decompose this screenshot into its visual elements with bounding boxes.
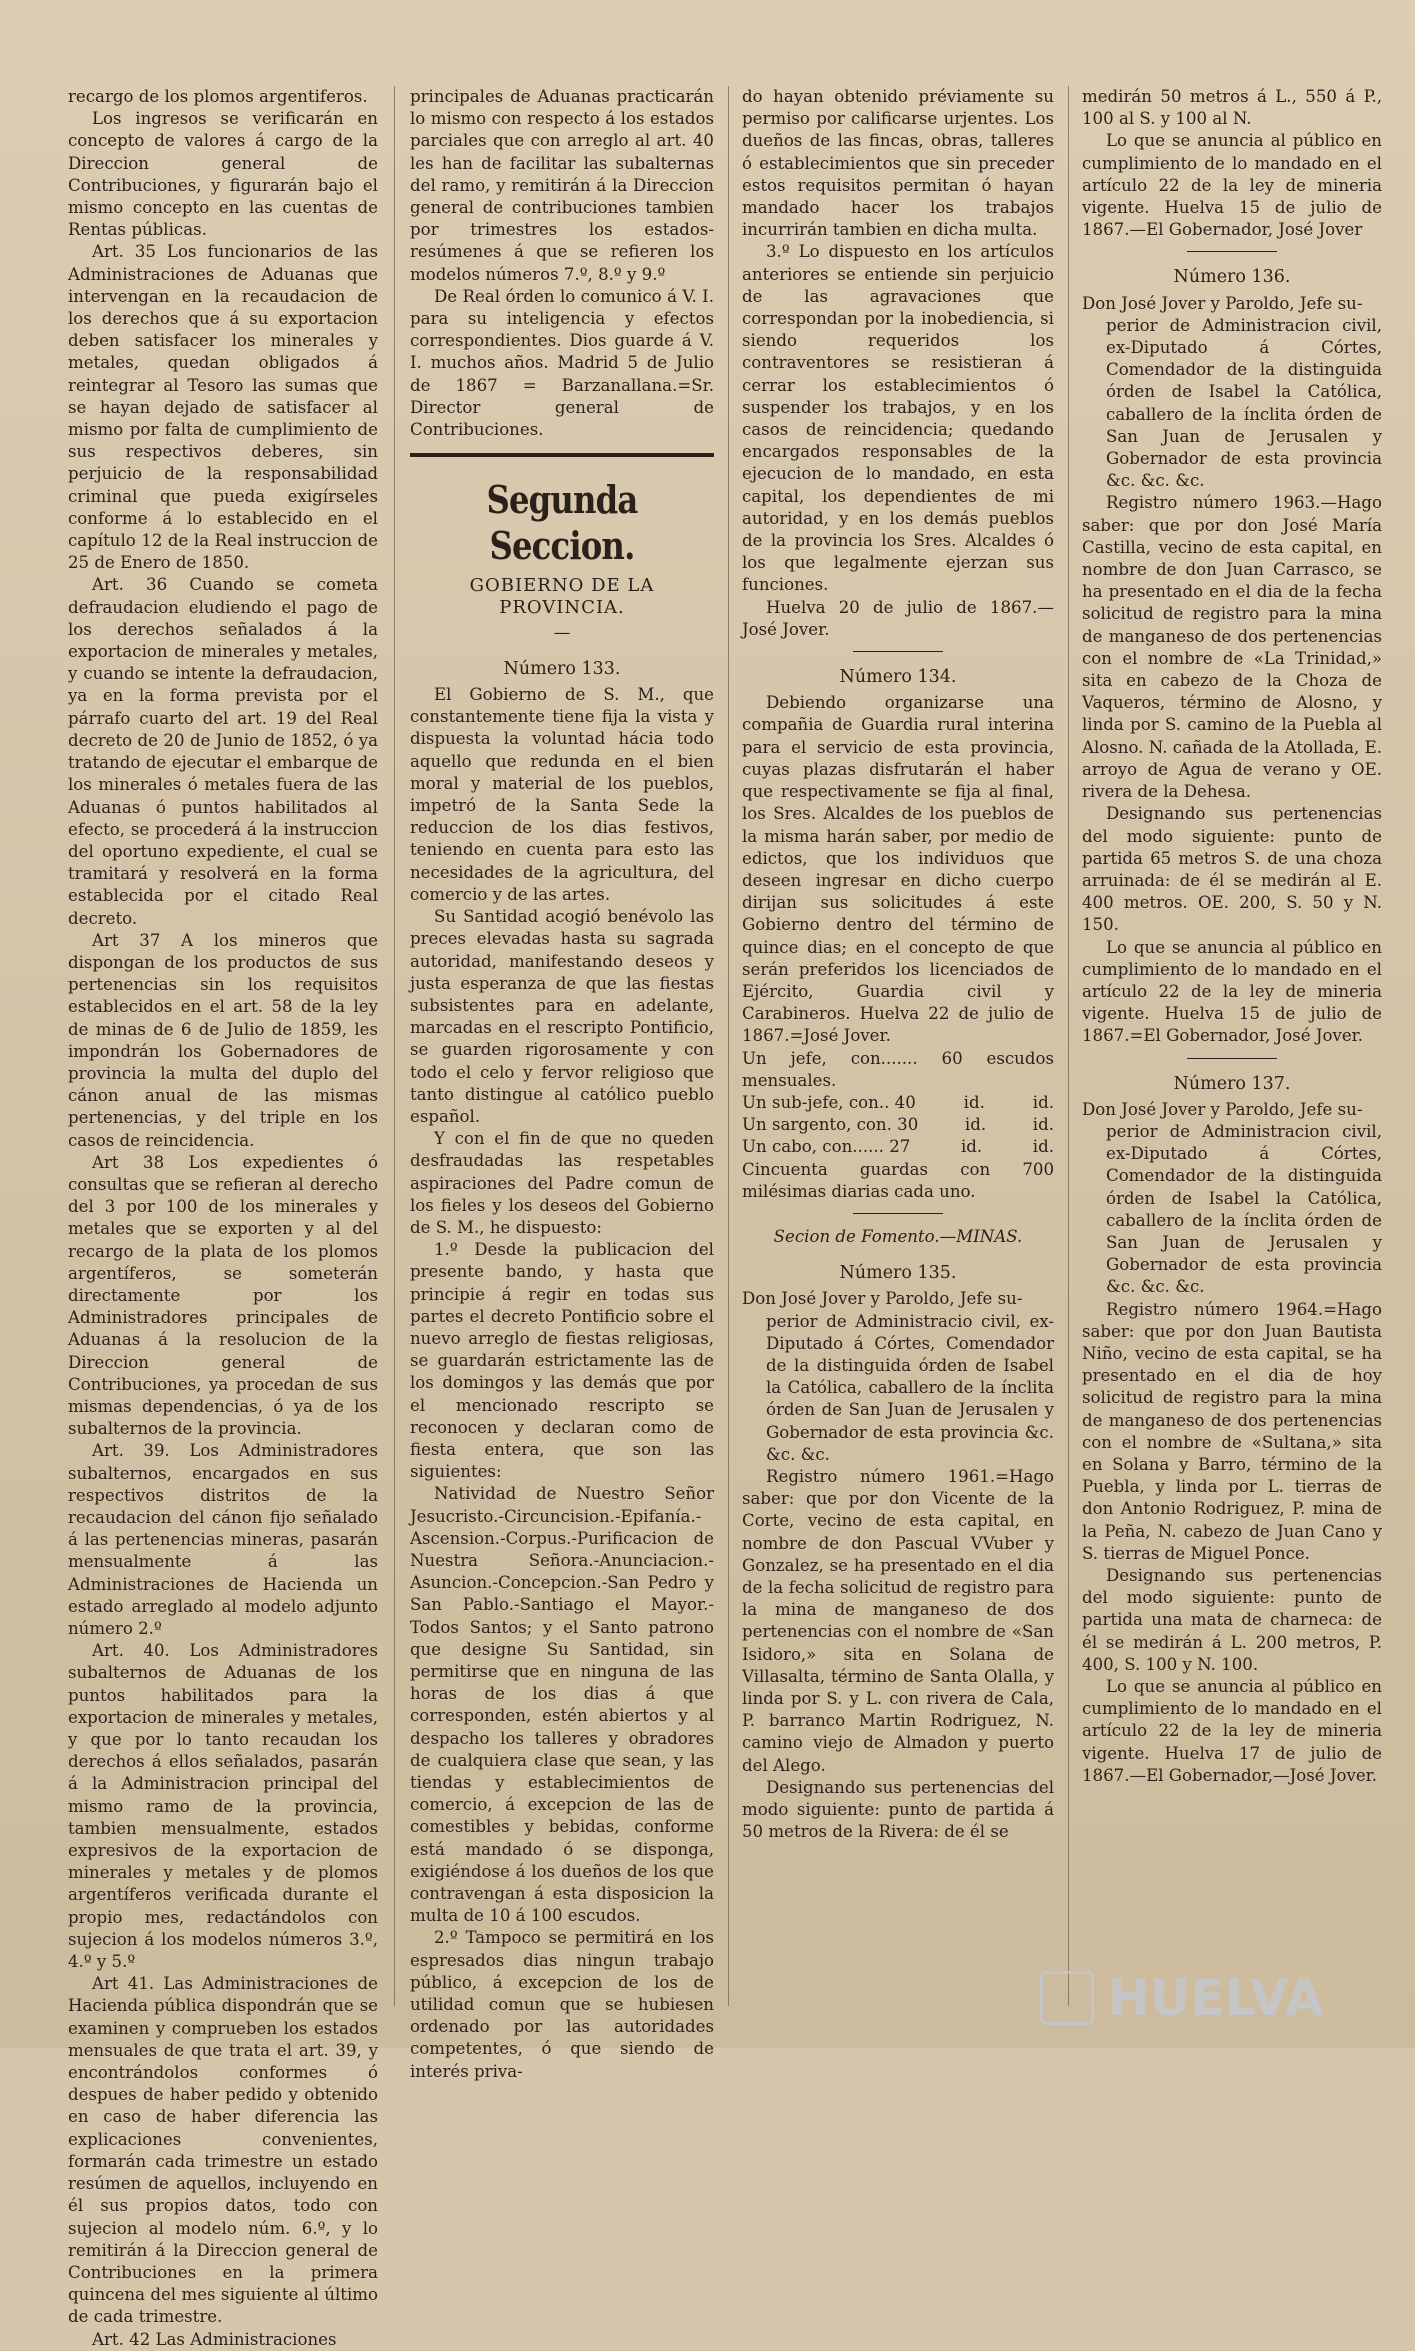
paragraph: Los ingresos se verificarán en concepto de valores á cargo de la Direccion general de Contribuciones, y figurarán bajo el mismo concepto en las cuentas de Rentas públicas. — [68, 109, 378, 240]
salary-cell: Un cabo, con...... 27 — [742, 1137, 911, 1157]
watermark-text: HUELVA — [1108, 1969, 1324, 2027]
huelva-watermark — [1040, 1965, 1400, 2031]
paragraph: Designando sus pertenencias del modo siguiente: punto de partida á 50 metros de la Rivera: de él se — [742, 1777, 1054, 1842]
notice-number: Número 136. — [1173, 267, 1291, 288]
paragraph: Su Santidad acogió benévolo las preces elevadas hasta su sagrada autoridad, manifestando deseos y justa esperanza de que las fiestas subsistentes para en adelante, marcadas en el rescripto Pontificio, se guarden rigorosamente y con todo el celo y fervor religioso que tanto distingue al católico pueblo español. — [410, 907, 714, 1126]
notice-number: Número 137. — [1173, 1073, 1291, 1094]
paragraph: Lo que se anuncia al público en cumplimiento de lo mandado en el artículo 22 de la ley de mineria vigente. Huelva 15 de julio de 1867.—El Gobernador, José Jover — [1082, 131, 1382, 240]
paragraph: Debiendo organizarse una compañia de Guardia rural interina para el servicio de esta provincia, cuyas plazas disfrutarán el haber que respectivamente se fija al final, los Sres. Alcaldes de los pueblos de la misma harán saber, por medio de edictos, que los individuos que deseen ingresar en dicho cuerpo dirijan sus solicitudes á este Gobierno dentro del término de quince dias; en el concepto de que serán preferidos los licenciados de Ejército, Guardia civil y Carabineros. Huelva 22 de julio de 1867.=José Jover. — [742, 693, 1054, 1046]
paragraph: Lo que se anuncia al público en cumplimiento de lo mandado en el artículo 22 de la ley de mineria vigente. Huelva 15 de julio de 1867.=El Gobernador, José Jover. — [1082, 937, 1382, 1046]
paragraph: Un jefe, con....... 60 escudos mensuales. — [742, 1048, 1054, 1090]
separator-rule — [853, 651, 943, 652]
paragraph: 1.º Desde la publicacion del presente bando, y hasta que principie á regir en todas sus partes el decreto Pontificio sobre el nuevo arreglo de fiestas religiosas, se guardarán estrictamente las de los domingos y las demás que por el mencionado rescripto se reconocen y declaran como de fiesta entera, que son las siguientes: — [410, 1240, 714, 1482]
official-title-lead: Don José Jover y Paroldo, Jefe su- — [1082, 293, 1363, 313]
column-2 — [410, 86, 714, 2081]
paragraph: Designando sus pertenencias del modo siguiente: punto de partida 65 metros S. de una choza arruinada: de él se medirán al E. 400 metros. OE. 200, S. 50 y N. 150. — [1082, 804, 1382, 935]
paragraph: Art. 36 Cuando se cometa defraudacion eludiendo el pago de los derechos señalados á la exportacion de minerales y metales, y cuando se intente la defraudacion, ya en la forma prevista por el párrafo cuarto del art. 19 del Real decreto de 20 de Junio de 1852, ó ya tratando de ejecutar el embarque de los minerales ó metales fuera de las Aduanas ó puntos habilitados al efecto, se procederá á la instruccion del oportuno expediente, el cual se tramitará y resolverá en la forma establecida por el citado Real decreto. — [68, 575, 378, 928]
official-title-rest: perior de Administracion civil, ex-Diputado á Córtes, Comendador de la distinguida órden de Isabel la Católica, caballero de la ínclita órden de San Juan de Jerusalen y Gobernador de esta provincia &c. &c. &c. — [1106, 315, 1382, 491]
paragraph: Y con el fin de que no queden desfraudadas las respetables aspiraciones del Padre comun de los fieles y los deseos del Gobierno de S. M., he dispuesto: — [410, 1129, 714, 1237]
section-subtitle: GOBIERNO DE LA PROVINCIA. — [469, 575, 655, 619]
paragraph: do hayan obtenido préviamente su permiso por calificarse urjentes. Los dueños de las fincas, obras, talleres ó establecimientos que sin preceder estos requisitos permitan ó hayan mandado hacer los trabajos incurrirán tambien en dicha multa. — [742, 87, 1054, 240]
paragraph: Art. 40. Los Administradores subalternos de Aduanas de los puntos habilitados para la exportacion de minerales y metales, y que por lo tanto recaudan los derechos á ellos señalados, pasarán á la Administracion principal del mismo ramo de la provincia, tambien mensualmente, estados expresivos de la exportacion de minerales y metales y de plomos argentíferos verificada durante el propio mes, redactándolos con sujecion á los modelos números 3.º, 4.º y 5.º — [68, 1641, 378, 1972]
salary-cell: Un sargento, con. 30 — [742, 1115, 919, 1135]
salary-cell: id. — [960, 1137, 983, 1157]
paragraph: principales de Aduanas practicarán lo mismo con respecto á los estados parciales que con arreglo al art. 40 les han de facilitar las subalternas del ramo, y remitirán á la Direccion general de contribuciones tambien por trimestres los estados-resúmenes á que se refieren los modelos números 7.º, 8.º y 9.º — [410, 87, 714, 284]
official-title — [1082, 293, 1382, 493]
separator-rule — [1187, 1058, 1277, 1059]
paragraph: El Gobierno de S. M., que constantemente tiene fija la vista y dispuesta la voluntad hácia todo aquello que redunda en el bien moral y material de los pueblos, impetró de la Santa Sede la reduccion de los dias festivos, teniendo en cuenta para esto las necesidades de la agricultura, del comercio y de las artes. — [410, 685, 714, 904]
paragraph: Art. 35 Los funcionarios de las Administraciones de Aduanas que intervengan en la recaudacion de los derechos que á su exportacion deben satisfacer los minerales y metales, quedan obligados á reintegrar al Tesoro las sumas que se hayan dejado de satisfacer al mismo por falta de cumplimiento de sus respectivos deberes, sin perjuicio de la responsabilidad criminal que pueda exigírseles conforme á lo establecido en el capítulo 12 de la Real instruccion de 25 de Enero de 1850. — [68, 242, 378, 573]
column-rule — [394, 86, 395, 2006]
paragraph: Art 37 A los mineros que dispongan de los productos de sus pertenencias sin los requisitos establecidos en el art. 58 de la ley de minas de 6 de Julio de 1859, les impondrán los Gobernadores de provincia la multa del duplo del cánon anual de las mismas pertenencias, y del triple en los casos de reincidencia. — [68, 930, 378, 1150]
notice-number: Número 133. — [503, 658, 621, 679]
official-title-rest: perior de Administracion civil, ex-Diputado á Córtes, Comendador de la distinguida órden de Isabel la Católica, caballero de la ínclita órden de San Juan de Jerusalen y Gobernador de esta provincia &c. &c. &c. — [1106, 1121, 1382, 1297]
paragraph: Registro número 1961.=Hago saber: que por don Vicente de la Corte, vecino de esta capital, en nombre de don Pascual VVuber y Gonzalez, se ha presentado en el dia de la fecha solicitud de registro para la mina de manganeso de dos pertenencias con el nombre de «San Isidoro,» sita en Solana de Villasalta, término de Santa Olalla, y linda por S. y L. con rivera de Cala, P. barranco Martin Rodriguez, N. camino viejo de Almadon y puerto del Alego. — [742, 1466, 1054, 1775]
paragraph: Art 38 Los expedientes ó consultas que se refieran al derecho del 3 por 100 de los minerales y metales que se exporten y al del recargo de la plata de los plomos argentíferos, se someterán directamente por los Administradores principales de Aduanas á la resolucion de la Direccion general de Contribuciones, ya procedan de sus mismas dependencias, ó ya de los subalternos de la provincia. — [68, 1152, 378, 1439]
salary-row — [742, 1136, 1054, 1158]
section-rule — [410, 453, 714, 457]
separator-rule — [1187, 251, 1277, 252]
salary-cell: id. — [1032, 1092, 1054, 1112]
official-title-lead: Don José Jover y Paroldo, Jefe su- — [742, 1289, 1023, 1309]
official-title — [1082, 1099, 1382, 1299]
paragraph: Art. 42 Las Administraciones — [92, 2329, 337, 2349]
salary-cell: id. — [1032, 1137, 1054, 1157]
paragraph: 2.º Tampoco se permitirá en los espresados dias ningun trabajo público, á excepcion de los de utilidad comun que se hubiesen ordenado por las autoridades competentes, ó que siendo de interés priva- — [410, 1928, 714, 2081]
salary-cell: id. — [1032, 1115, 1054, 1135]
section-title: Segunda Seccion. — [486, 477, 638, 569]
paragraph: medirán 50 metros á L., 550 á P., 100 al S. y 100 al N. — [1082, 87, 1382, 129]
notice-number: Número 134. — [839, 667, 957, 688]
paragraph: Registro número 1964.=Hago saber: que por don Juan Bautista Niño, vecino de esta capital, se ha presentado en el dia de hoy solicitud de registro para la mina de manganeso de dos pertenencias con el nombre de «Sultana,» sita en Solana y Barro, término de la Puebla, y linda por L. tierras de don Antonio Rodriguez, P. mina de la Peña, N. cabezo de Juan Cano y S. tierras de Miguel Ponce. — [1082, 1299, 1382, 1563]
paragraph: Natividad de Nuestro Señor Jesucristo.-Circuncision.-Epifanía.-Ascension.-Corpus.-Purificacion de Nuestra Señora.-Anunciacion.-Asuncion.-Concepcion.-San Pedro y San Pablo.-Santiago el Mayor.-Todos Santos; y el Santo patrono que designe Su Santidad, sin permitirse que en ninguna de las horas de los dias á que corresponden, estén abiertos y al despacho los talleres y obradores de cualquiera clase que sean, y las tiendas y establecimientos de comercio, á excepcion de las de comestibles y bebidas, conforme está mandado ó se disponga, exigiéndose á los dueños de los que contravengan á esta disposicion la multa de 10 á 100 escudos. — [410, 1484, 714, 1926]
column-rule — [1068, 86, 1069, 2006]
subtitle-dash: — — [553, 622, 571, 642]
salary-cell: id. — [964, 1115, 987, 1135]
salary-row — [742, 1114, 1054, 1136]
official-title — [742, 1288, 1054, 1466]
salary-cell: Un sub-jefe, con.. 40 — [742, 1092, 916, 1112]
separator-rule — [853, 1213, 943, 1214]
column-4 — [1082, 86, 1382, 2036]
column-rule — [728, 86, 729, 2006]
paragraph: Cincuenta guardas con 700 milésimas diarias cada uno. — [742, 1159, 1054, 1201]
paragraph: recargo de los plomos argentiferos. — [68, 87, 368, 106]
notice-number: Número 135. — [839, 1263, 957, 1284]
paragraph: Lo que se anuncia al público en cumplimiento de lo mandado en el artículo 22 de la ley de mineria vigente. Huelva 17 de julio de 1867.—El Gobernador,—José Jover. — [1082, 1677, 1382, 1785]
paragraph: 3.º Lo dispuesto en los artículos anteriores se entiende sin perjuicio de las agravaciones que correspondan por la inobediencia, si siendo requeridos los contraventores se resistieran á cerrar los establecimientos ó suspender los trabajos, y en los casos de reincidencia; quedando encargados responsables de la ejecucion de lo mandado, en esta capital, los dependientes de mi autoridad, y en los demás pueblos de la provincia los Sres. Alcaldes ó los que legalmente ejerzan sus funciones. — [742, 242, 1054, 595]
salary-row — [742, 1092, 1054, 1114]
paragraph: Art 41. Las Administraciones de Hacienda pública dispondrán que se examinen y comprueben los estados mensuales de que trata el art. 39, y encontrándolos conformes ó despues de haber pedido y obtenido en caso de haber diferencia las explicaciones convenientes, formarán cada trimestre un estado resúmen de aquellos, incluyendo en él sus propios datos, todo con sujecion al modelo núm. 6.º, y lo remitirán á la Direccion general de Contribuciones en la primera quincena del mes siguiente al último de cada trimestre. — [68, 1974, 378, 2327]
paragraph: Designando sus pertenencias del modo siguiente: punto de partida una mata de charneca: de él se medirán á L. 200 metros, P. 400, S. 100 y N. 100. — [1082, 1566, 1382, 1674]
column-1 — [68, 86, 378, 2349]
subsection-heading: Secion de Fomento.—MINAS. — [773, 1226, 1023, 1246]
paragraph: Huelva 20 de julio de 1867.— José Jover. — [742, 597, 1054, 639]
column-3 — [742, 86, 1054, 2036]
official-title-rest: perior de Administracio civil, ex-Diputado á Córtes, Comendador de la distinguida órden de Isabel la Católica, caballero de la ínclita órden de San Juan de Jerusalen y Gobernador de esta provincia &c. &c. &c. — [766, 1311, 1054, 1464]
paragraph: Registro número 1963.—Hago saber: que por don José María Castilla, vecino de esta capital, en nombre de don Juan Carrasco, se ha presentado en el dia de la fecha solicitud de registro para la mina de manganeso de dos pertenencias con el nombre de «La Trinidad,» sita en cabezo de la Choza de Vaqueros, término de Alosno, y linda por S. camino de la Puebla al Alosno. N. cañada de la Atollada, E. arroyo de Agua de verano y OE. rivera de la Dehesa. — [1082, 493, 1382, 802]
archive-logo-icon — [1040, 1971, 1094, 2025]
paragraph: De Real órden lo comunico á V. I. para su inteligencia y efectos correspondientes. Dios guarde á V. I. muchos años. Madrid 5 de Julio de 1867 = Barzanallana.=Sr. Director general de Contribuciones. — [410, 286, 714, 440]
official-title-lead: Don José Jover y Paroldo, Jefe su- — [1082, 1099, 1363, 1119]
salary-cell: id. — [963, 1092, 985, 1112]
paragraph: Art. 39. Los Administradores subalternos, encargados en sus respectivos distritos de la recaudacion del cánon fijo señalado á las pertenencias mineras, pasarán mensualmente á las Administraciones de Hacienda un estado arreglado al modelo adjunto número 2.º — [68, 1441, 378, 1639]
